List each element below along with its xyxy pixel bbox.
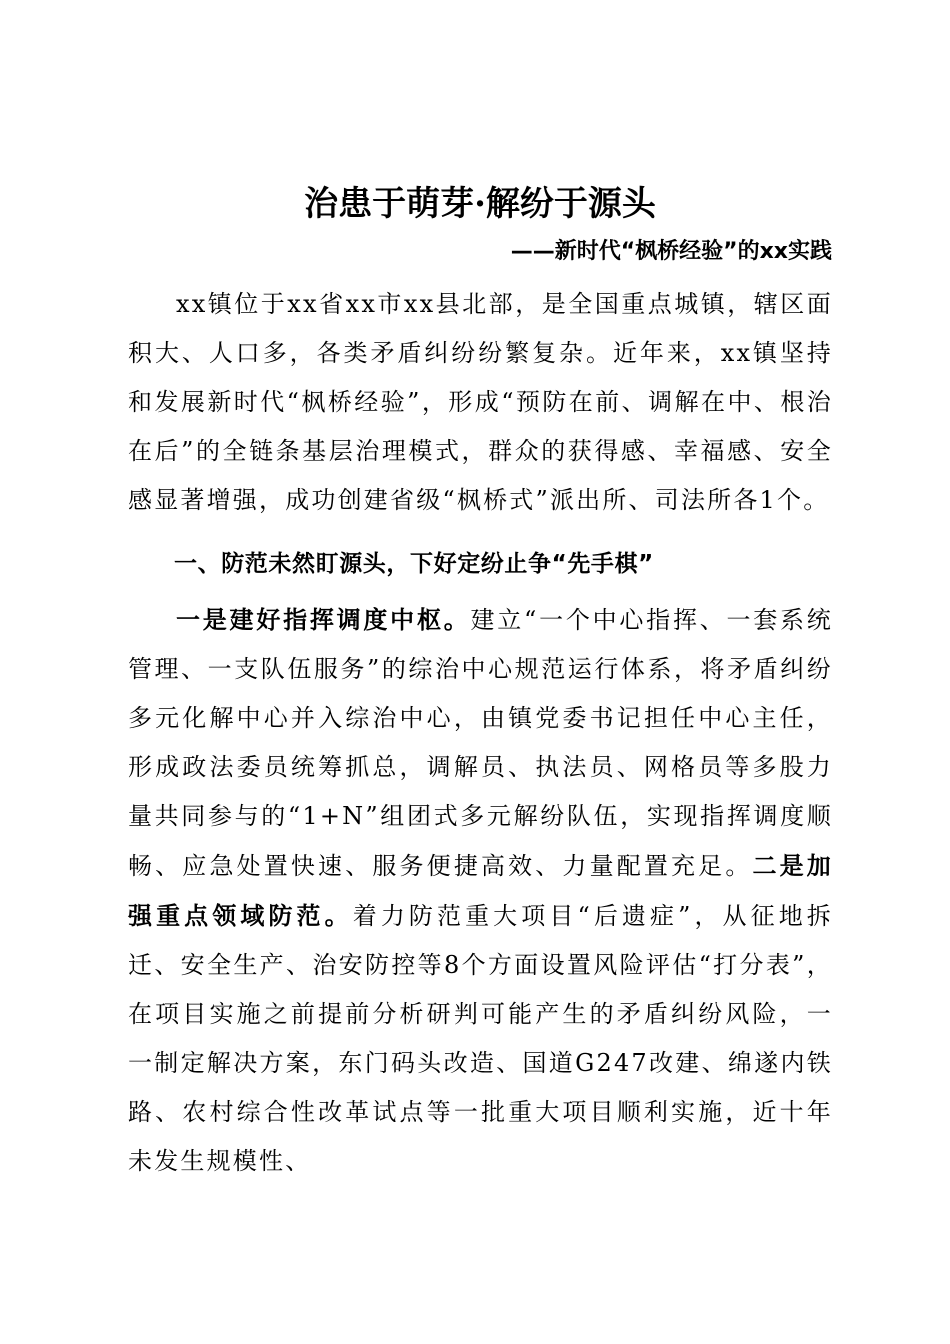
section-paragraph (128, 595, 833, 1186)
lead-sentence-1: 一是建好指挥调度中枢。 (176, 605, 471, 634)
paragraph-text-2: 着力防范重大项目“后遗症”，从征地拆迁、安全生产、治安防控等8个方面设置风险评估“打分表”，在项目实施之前提前分析研判可能产生的矛盾纠纷风险，一一制定解决方案，东门码头改造、国道G247改建、绵遂内铁路、农村综合性改革试点等一批重大项目顺利实施，近十年未发生规模性、 (128, 902, 834, 1175)
document-title: 治患于萌芽·解纷于源头 (304, 184, 656, 224)
intro-paragraph: xx镇位于xx省xx市xx县北部，是全国重点城镇，辖区面积大、人口多，各类矛盾纠纷纷繁复杂。近年来，xx镇坚持和发展新时代“枫桥经验”，形成“预防在前、调解在中、根治在后”的全链条基层治理模式，群众的获得感、幸福感、安全感显著增强，成功创建省级“枫桥式”派出所、司法所各1个。 (128, 290, 833, 514)
paragraph-text-1: 建立“一个中心指挥、一套系统管理、一支队伍服务”的综治中心规范运行体系，将矛盾纠纷多元化解中心并入综治中心，由镇党委书记担任中心主任，形成政法委员统筹抓总，调解员、执法员、网格员等多股力量共同参与的“1+N”组团式多元解纷队伍，实现指挥调度顺畅、应急处置快速、服务便捷高效、力量配置充足。 (128, 606, 833, 880)
document-body (128, 280, 833, 1186)
lead-sentence-2: 二是加强重点领域防范。 (128, 851, 833, 930)
document-subtitle: ——新时代“枫桥经验”的xx实践 (510, 239, 832, 264)
section-heading: 一、防范未然盯源头，下好定纷止争“先手棋” (174, 551, 654, 577)
